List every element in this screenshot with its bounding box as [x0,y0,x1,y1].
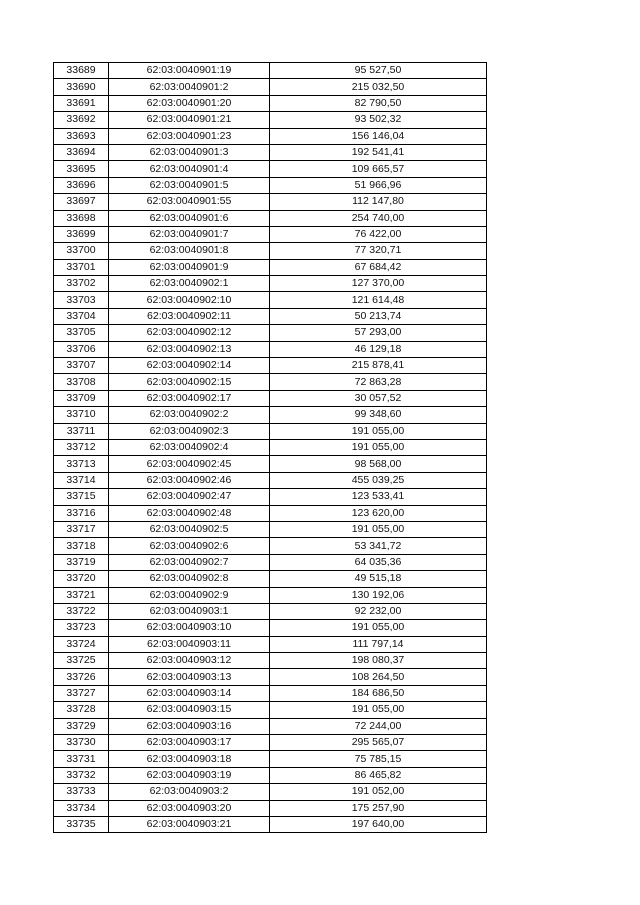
cadastral-number-cell: 62:03:0040902:12 [109,325,270,341]
table-row [54,702,487,718]
cadastral-value-cell: 191 052,00 [270,784,487,800]
table-row [54,669,487,685]
cadastral-value-cell: 215 032,50 [270,79,487,95]
table-row [54,358,487,374]
row-number-cell: 33707 [54,358,109,374]
row-number-cell: 33725 [54,653,109,669]
table-row [54,177,487,193]
table-row [54,571,487,587]
table-row [54,341,487,357]
cadastral-number-cell: 62:03:0040903:16 [109,718,270,734]
row-number-cell: 33695 [54,161,109,177]
table-row [54,210,487,226]
cadastral-number-cell: 62:03:0040903:12 [109,653,270,669]
cadastral-number-cell: 62:03:0040903:19 [109,767,270,783]
cadastral-value-cell: 123 533,41 [270,489,487,505]
cadastral-number-cell: 62:03:0040901:6 [109,210,270,226]
row-number-cell: 33716 [54,505,109,521]
row-number-cell: 33734 [54,800,109,816]
cadastral-number-cell: 62:03:0040902:11 [109,308,270,324]
cadastral-number-cell: 62:03:0040901:7 [109,226,270,242]
table-body [54,63,487,833]
cadastral-value-cell: 53 341,72 [270,538,487,554]
table-row [54,374,487,390]
cadastral-value-cell: 72 863,28 [270,374,487,390]
cadastral-number-cell: 62:03:0040902:10 [109,292,270,308]
cadastral-value-cell: 112 147,80 [270,194,487,210]
row-number-cell: 33720 [54,571,109,587]
cadastral-value-cell: 198 080,37 [270,653,487,669]
row-number-cell: 33731 [54,751,109,767]
cadastral-number-cell: 62:03:0040903:13 [109,669,270,685]
cadastral-number-cell: 62:03:0040902:8 [109,571,270,587]
table-row [54,63,487,79]
row-number-cell: 33705 [54,325,109,341]
cadastral-number-cell: 62:03:0040902:15 [109,374,270,390]
row-number-cell: 33727 [54,685,109,701]
row-number-cell: 33723 [54,620,109,636]
cadastral-number-cell: 62:03:0040903:10 [109,620,270,636]
cadastral-value-cell: 92 232,00 [270,603,487,619]
cadastral-value-cell: 215 878,41 [270,358,487,374]
row-number-cell: 33702 [54,276,109,292]
cadastral-value-cell: 93 502,32 [270,112,487,128]
cadastral-number-cell: 62:03:0040903:15 [109,702,270,718]
row-number-cell: 33697 [54,194,109,210]
cadastral-value-cell: 82 790,50 [270,95,487,111]
table-row [54,784,487,800]
row-number-cell: 33709 [54,390,109,406]
cadastral-number-cell: 62:03:0040903:18 [109,751,270,767]
cadastral-value-cell: 175 257,90 [270,800,487,816]
table-row [54,144,487,160]
cadastral-value-cell: 127 370,00 [270,276,487,292]
cadastral-value-table [53,62,487,833]
table-row [54,816,487,832]
cadastral-number-cell: 62:03:0040901:8 [109,243,270,259]
row-number-cell: 33733 [54,784,109,800]
table-row [54,554,487,570]
cadastral-number-cell: 62:03:0040902:13 [109,341,270,357]
cadastral-value-cell: 86 465,82 [270,767,487,783]
table-row [54,243,487,259]
cadastral-number-cell: 62:03:0040903:2 [109,784,270,800]
table-row [54,735,487,751]
table-row [54,325,487,341]
table-row [54,620,487,636]
cadastral-value-cell: 254 740,00 [270,210,487,226]
cadastral-value-cell: 57 293,00 [270,325,487,341]
cadastral-value-cell: 72 244,00 [270,718,487,734]
row-number-cell: 33724 [54,636,109,652]
table-row [54,226,487,242]
cadastral-number-cell: 62:03:0040901:5 [109,177,270,193]
cadastral-value-cell: 77 320,71 [270,243,487,259]
cadastral-number-cell: 62:03:0040903:17 [109,735,270,751]
table-row [54,292,487,308]
row-number-cell: 33712 [54,439,109,455]
row-number-cell: 33722 [54,603,109,619]
table-row [54,767,487,783]
row-number-cell: 33732 [54,767,109,783]
cadastral-number-cell: 62:03:0040902:6 [109,538,270,554]
cadastral-number-cell: 62:03:0040902:45 [109,456,270,472]
cadastral-value-cell: 191 055,00 [270,620,487,636]
table-row [54,538,487,554]
table-row [54,521,487,537]
cadastral-number-cell: 62:03:0040901:55 [109,194,270,210]
cadastral-number-cell: 62:03:0040901:21 [109,112,270,128]
table-row [54,439,487,455]
cadastral-number-cell: 62:03:0040903:1 [109,603,270,619]
row-number-cell: 33704 [54,308,109,324]
cadastral-number-cell: 62:03:0040901:20 [109,95,270,111]
row-number-cell: 33700 [54,243,109,259]
table-row [54,685,487,701]
cadastral-number-cell: 62:03:0040902:7 [109,554,270,570]
table-row [54,259,487,275]
row-number-cell: 33689 [54,63,109,79]
cadastral-value-cell: 51 966,96 [270,177,487,193]
cadastral-value-cell: 46 129,18 [270,341,487,357]
row-number-cell: 33699 [54,226,109,242]
table-row [54,505,487,521]
cadastral-value-cell: 191 055,00 [270,423,487,439]
table-row [54,587,487,603]
cadastral-value-cell: 95 527,50 [270,63,487,79]
row-number-cell: 33711 [54,423,109,439]
cadastral-number-cell: 62:03:0040902:4 [109,439,270,455]
table-row [54,423,487,439]
cadastral-value-cell: 156 146,04 [270,128,487,144]
cadastral-value-cell: 108 264,50 [270,669,487,685]
table-row [54,751,487,767]
cadastral-value-cell: 49 515,18 [270,571,487,587]
row-number-cell: 33730 [54,735,109,751]
cadastral-number-cell: 62:03:0040902:2 [109,407,270,423]
cadastral-value-cell: 99 348,60 [270,407,487,423]
row-number-cell: 33719 [54,554,109,570]
table-row [54,308,487,324]
cadastral-number-cell: 62:03:0040902:5 [109,521,270,537]
cadastral-number-cell: 62:03:0040903:20 [109,800,270,816]
row-number-cell: 33703 [54,292,109,308]
cadastral-number-cell: 62:03:0040902:1 [109,276,270,292]
cadastral-number-cell: 62:03:0040902:47 [109,489,270,505]
row-number-cell: 33696 [54,177,109,193]
table-row [54,636,487,652]
cadastral-value-cell: 455 039,25 [270,472,487,488]
cadastral-number-cell: 62:03:0040901:2 [109,79,270,95]
row-number-cell: 33713 [54,456,109,472]
table-row [54,472,487,488]
cadastral-number-cell: 62:03:0040902:17 [109,390,270,406]
cadastral-value-cell: 64 035,36 [270,554,487,570]
cadastral-value-cell: 295 565,07 [270,735,487,751]
cadastral-value-cell: 50 213,74 [270,308,487,324]
cadastral-value-cell: 98 568,00 [270,456,487,472]
row-number-cell: 33690 [54,79,109,95]
table-row [54,95,487,111]
cadastral-number-cell: 62:03:0040902:9 [109,587,270,603]
table-row [54,800,487,816]
row-number-cell: 33714 [54,472,109,488]
table-row [54,653,487,669]
row-number-cell: 33693 [54,128,109,144]
cadastral-number-cell: 62:03:0040901:4 [109,161,270,177]
cadastral-number-cell: 62:03:0040903:11 [109,636,270,652]
row-number-cell: 33717 [54,521,109,537]
row-number-cell: 33694 [54,144,109,160]
table-row [54,112,487,128]
cadastral-value-cell: 192 541,41 [270,144,487,160]
table-row [54,407,487,423]
table-row [54,603,487,619]
row-number-cell: 33721 [54,587,109,603]
cadastral-number-cell: 62:03:0040901:23 [109,128,270,144]
cadastral-value-cell: 191 055,00 [270,521,487,537]
row-number-cell: 33710 [54,407,109,423]
cadastral-value-cell: 30 057,52 [270,390,487,406]
cadastral-value-cell: 111 797,14 [270,636,487,652]
cadastral-value-cell: 197 640,00 [270,816,487,832]
row-number-cell: 33729 [54,718,109,734]
row-number-cell: 33708 [54,374,109,390]
table-row [54,128,487,144]
table-row [54,79,487,95]
table-row [54,390,487,406]
row-number-cell: 33691 [54,95,109,111]
cadastral-value-cell: 109 665,57 [270,161,487,177]
cadastral-number-cell: 62:03:0040901:3 [109,144,270,160]
cadastral-number-cell: 62:03:0040902:48 [109,505,270,521]
cadastral-number-cell: 62:03:0040902:3 [109,423,270,439]
table-row [54,489,487,505]
cadastral-value-cell: 121 614,48 [270,292,487,308]
table-row [54,276,487,292]
row-number-cell: 33728 [54,702,109,718]
cadastral-number-cell: 62:03:0040903:14 [109,685,270,701]
table-row [54,718,487,734]
row-number-cell: 33726 [54,669,109,685]
cadastral-number-cell: 62:03:0040902:14 [109,358,270,374]
cadastral-number-cell: 62:03:0040901:19 [109,63,270,79]
row-number-cell: 33701 [54,259,109,275]
cadastral-number-cell: 62:03:0040903:21 [109,816,270,832]
table-row [54,194,487,210]
cadastral-value-cell: 67 684,42 [270,259,487,275]
row-number-cell: 33735 [54,816,109,832]
row-number-cell: 33706 [54,341,109,357]
row-number-cell: 33698 [54,210,109,226]
row-number-cell: 33718 [54,538,109,554]
row-number-cell: 33715 [54,489,109,505]
cadastral-number-cell: 62:03:0040901:9 [109,259,270,275]
table-row [54,161,487,177]
cadastral-value-cell: 184 686,50 [270,685,487,701]
cadastral-value-cell: 191 055,00 [270,702,487,718]
table-row [54,456,487,472]
cadastral-value-cell: 191 055,00 [270,439,487,455]
cadastral-number-cell: 62:03:0040902:46 [109,472,270,488]
cadastral-value-cell: 130 192,06 [270,587,487,603]
cadastral-value-cell: 76 422,00 [270,226,487,242]
cadastral-value-cell: 123 620,00 [270,505,487,521]
row-number-cell: 33692 [54,112,109,128]
cadastral-value-cell: 75 785,15 [270,751,487,767]
